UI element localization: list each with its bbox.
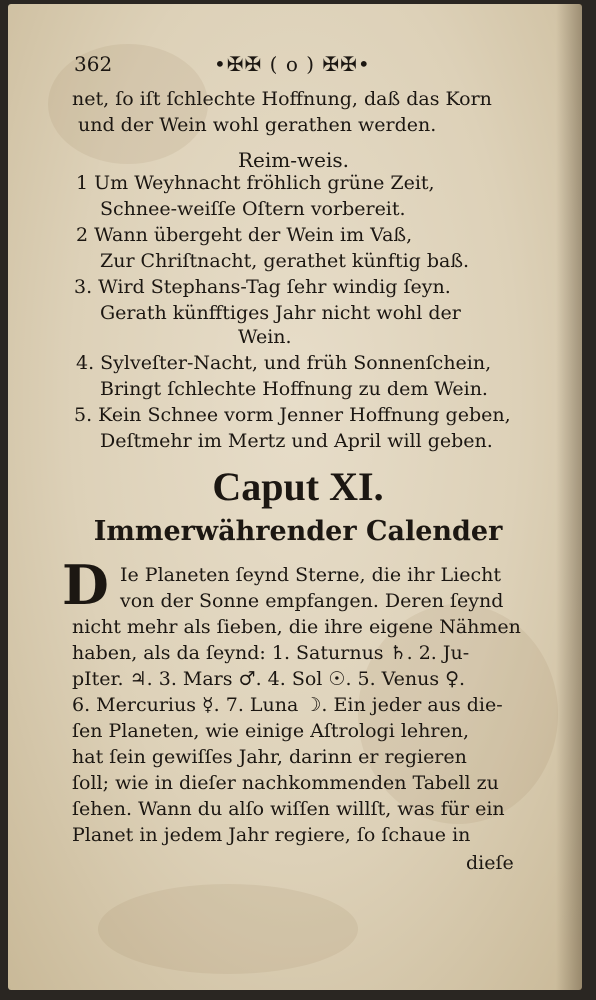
intro-line: net, ſo iſt ſchlechte Hoffnung, daß das Korn — [72, 88, 492, 110]
rhyme-line: Deſtmehr im Mertz und April will geben. — [100, 430, 493, 452]
header-ornament: •✠✠ ( o ) ✠✠• — [214, 52, 371, 76]
body-line: von der Sonne empfangen. Deren ſeynd — [120, 590, 504, 612]
rhyme-line: Gerath künfftiges Jahr nicht wohl der — [100, 302, 461, 324]
body-line: Ie Planeten ſeynd Sterne, die ihr Liecht — [120, 564, 502, 586]
rhyme-line: 5. Kein Schnee vorm Jenner Hoffnung geben, — [74, 404, 511, 426]
rhyme-line: Zur Chriſtnacht, gerathet künftig baß. — [100, 250, 470, 272]
body-line: hat ſein gewiſſes Jahr, darinn er regieren — [72, 746, 467, 768]
rhyme-line: 3. Wird Stephans-Tag ſehr windig ſeyn. — [74, 276, 451, 298]
body-line: nicht mehr als ſieben, die ihre eigene Nähmen — [72, 616, 521, 638]
rhyme-line: 4. Sylveſter-Nacht, und früh Sonnenſchein, — [76, 352, 492, 374]
catchword: dieſe — [466, 852, 514, 874]
chapter-title: Caput XI. — [212, 464, 384, 509]
intro-line: und der Wein wohl gerathen werden. — [78, 114, 437, 136]
rhyme-line: Wein. — [238, 326, 292, 348]
paper-stain — [98, 884, 358, 974]
chapter-subtitle: Immerwährender Calender — [93, 516, 503, 547]
body-line: pIter. ♃. 3. Mars ♂. 4. Sol ☉. 5. Venus ♀. — [72, 668, 466, 690]
body-line: 6. Mercurius ☿. 7. Luna ☽. Ein jeder aus die- — [72, 694, 503, 716]
rhyme-line: Bringt ſchlechte Hoffnung zu dem Wein. — [100, 378, 488, 400]
rhyme-line: 1 Um Weyhnacht fröhlich grüne Zeit, — [76, 172, 435, 194]
body-line: haben, als da ſeynd: 1. Saturnus ♄. 2. Ju- — [72, 642, 470, 664]
body-line: ſen Planeten, wie einige Aſtrologi lehren, — [72, 720, 469, 742]
body-line: ſehen. Wann du alſo wiſſen willſt, was für ein — [72, 798, 505, 820]
rhyme-heading: Reim-weis. — [238, 148, 349, 172]
drop-initial: D — [62, 553, 109, 617]
rhyme-line: 2 Wann übergeht der Wein im Vaß, — [76, 224, 413, 246]
page-number: 362 — [74, 52, 113, 76]
body-line: Planet in jedem Jahr regiere, ſo ſchaue in — [72, 824, 471, 846]
rhyme-line: Schnee-weiſſe Oſtern vorbereit. — [100, 198, 406, 220]
body-line: ſoll; wie in dieſer nachkommenden Tabell zu — [72, 772, 499, 794]
